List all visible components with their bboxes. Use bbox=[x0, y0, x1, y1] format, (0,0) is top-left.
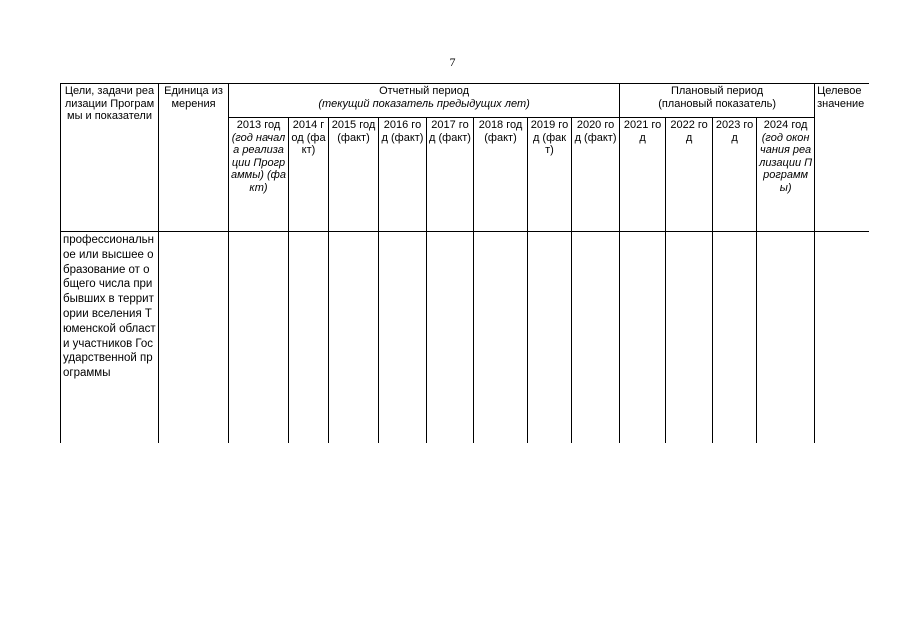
value-cell-2017 bbox=[427, 232, 474, 444]
target-value-cell bbox=[815, 232, 869, 444]
year-2015-header: 2015 год (факт) bbox=[329, 118, 379, 232]
goal-description-cell: профессиональное или высшее образование от общего числа прибывших в территории вселения Тюменской области участников Государственной программы bbox=[61, 232, 159, 444]
page-number: 7 bbox=[449, 55, 456, 69]
year-2024-header bbox=[757, 118, 815, 232]
value-cell-2024 bbox=[757, 232, 815, 444]
value-cell-2014 bbox=[289, 232, 329, 444]
year-2013-header bbox=[229, 118, 289, 232]
year-2013-note: (год начала реализации Программы) (факт) bbox=[231, 131, 286, 194]
year-2018-header: 2018 год (факт) bbox=[474, 118, 528, 232]
unit-column-header: Единица измерения bbox=[159, 84, 229, 232]
year-2016-header: 2016 год (факт) bbox=[379, 118, 427, 232]
indicators-table bbox=[60, 83, 869, 443]
year-2013-label: 2013 год bbox=[236, 119, 281, 131]
value-cell-2023 bbox=[713, 232, 757, 444]
year-2017-header: 2017 год (факт) bbox=[427, 118, 474, 232]
value-cell-2022 bbox=[666, 232, 713, 444]
reporting-period-header bbox=[229, 84, 620, 118]
table-row bbox=[61, 232, 870, 444]
value-cell-2013 bbox=[229, 232, 289, 444]
indicators-table-wrapper bbox=[60, 83, 869, 443]
planned-period-subtitle: (плановый показатель) bbox=[658, 97, 777, 110]
planned-period-header bbox=[620, 84, 815, 118]
year-2023-header: 2023 год bbox=[713, 118, 757, 232]
year-2019-header: 2019 год (факт) bbox=[528, 118, 572, 232]
planned-period-title: Плановый период bbox=[670, 85, 764, 97]
value-cell-2019 bbox=[528, 232, 572, 444]
value-cell-2021 bbox=[620, 232, 666, 444]
value-cell-2016 bbox=[379, 232, 427, 444]
target-value-header: Целевое значение bbox=[815, 84, 869, 232]
reporting-period-subtitle: (текущий показатель предыдущих лет) bbox=[318, 97, 530, 110]
year-2024-label: 2024 год bbox=[763, 119, 808, 131]
year-2014-header: 2014 год (факт) bbox=[289, 118, 329, 232]
year-2024-note: (год окончания реализации Программы) bbox=[759, 131, 813, 194]
year-2021-header: 2021 год bbox=[620, 118, 666, 232]
year-2022-header: 2022 год bbox=[666, 118, 713, 232]
value-cell-2018 bbox=[474, 232, 528, 444]
goals-column-header: Цели, задачи реализации Программы и показатели bbox=[61, 84, 159, 232]
reporting-period-title: Отчетный период bbox=[379, 85, 470, 97]
unit-cell bbox=[159, 232, 229, 444]
value-cell-2015 bbox=[329, 232, 379, 444]
year-2020-header: 2020 год (факт) bbox=[572, 118, 620, 232]
value-cell-2020 bbox=[572, 232, 620, 444]
